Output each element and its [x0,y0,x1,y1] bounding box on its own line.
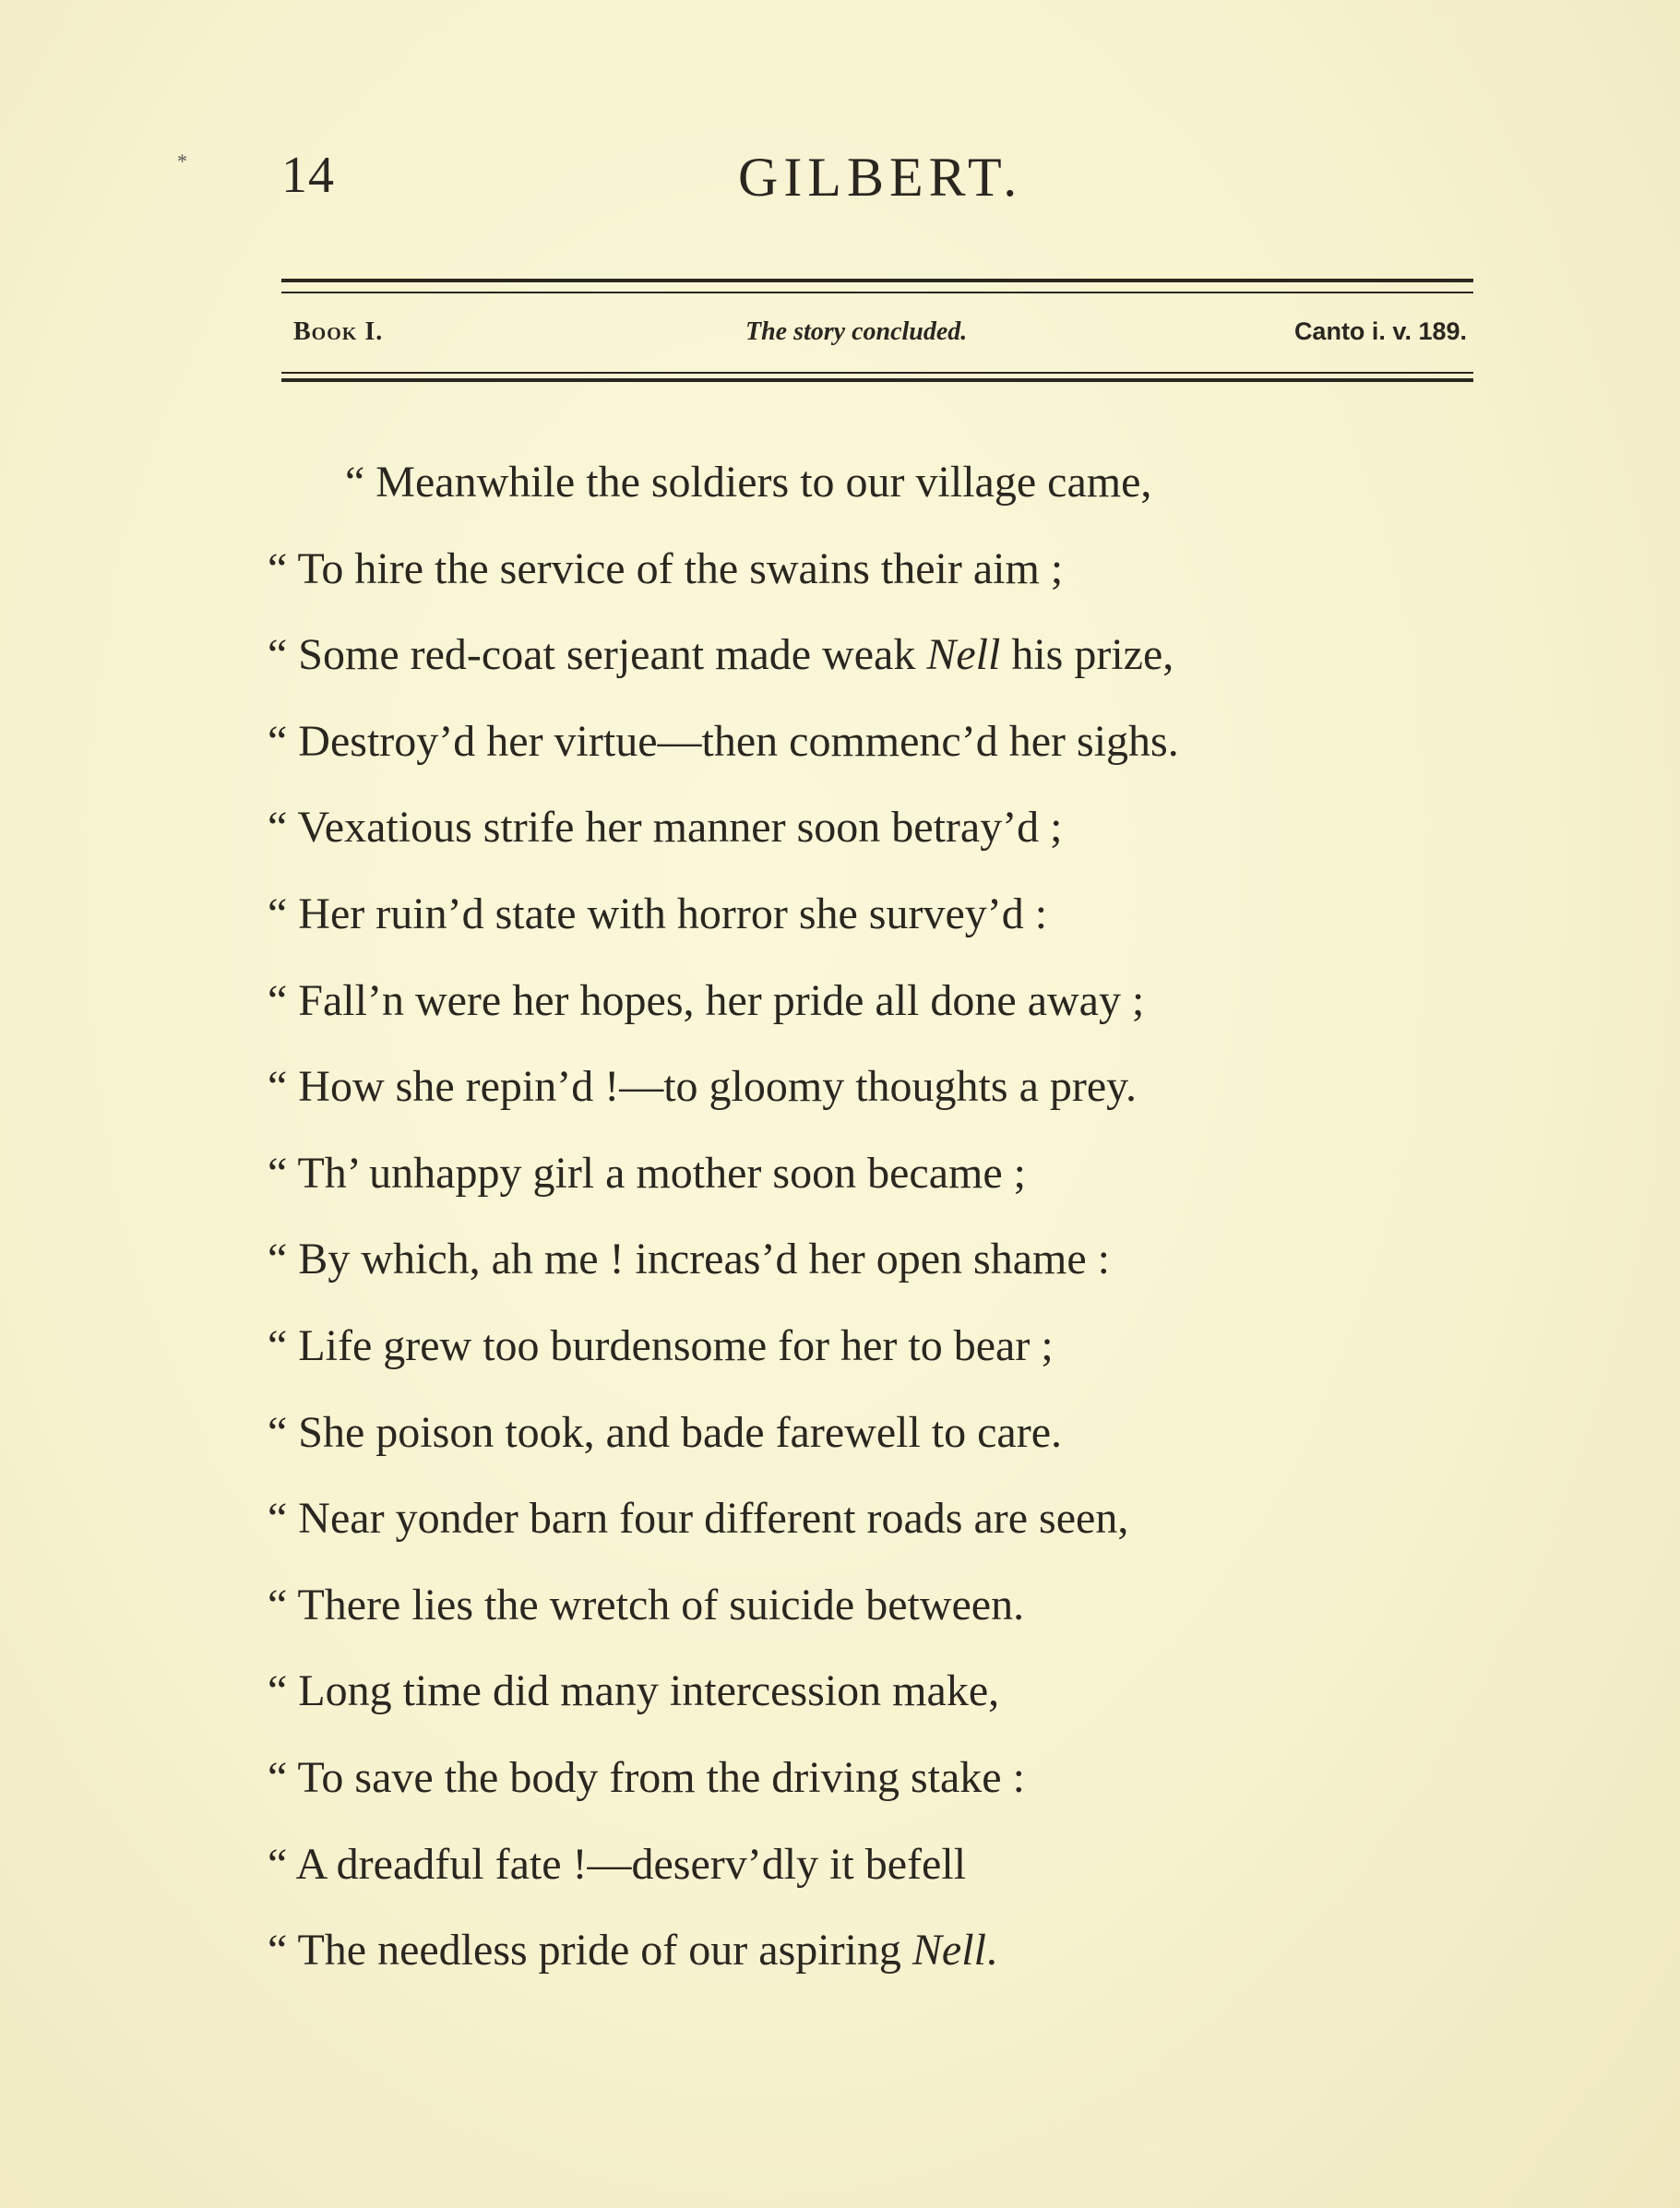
verse-text: “ Long time did many intercession make, [268,1666,1000,1716]
story-label: The story concluded. [745,317,968,346]
verse-text: “ To hire the service of the swains their aim ; [268,543,1064,593]
verse-line [268,795,1467,882]
verse-text: “ Life grew too burdensome for her to bear ; [268,1320,1054,1370]
verse-line [268,1141,1467,1228]
verse-text: “ A dreadful fate !—deserv’dly it befell [268,1839,967,1889]
header-rule-top-thick [281,279,1473,282]
verse-text: “ How she repin’d !—to gloomy thoughts a prey. [268,1062,1138,1112]
verse-text: “ There lies the wretch of suicide between. [268,1580,1025,1629]
verse-line [268,623,1467,710]
italic-name: Nell [911,1926,986,1975]
running-title: GILBERT. [738,147,1023,208]
verse-text: “ By which, ah me ! increas’d her open shame : [268,1235,1111,1284]
page-number: 14 [281,147,335,204]
verse-line [268,1573,1467,1660]
verse-text: “ Near yonder barn four different roads are seen, [268,1494,1129,1544]
verse-line [268,537,1467,624]
verse-line [268,1746,1467,1832]
poem-verses [268,450,1467,2005]
verse-text: “ Th’ unhappy girl a mother soon became ; [268,1148,1026,1198]
verse-text: “ Vexatious strife her manner soon betray’d ; [268,803,1063,853]
verse-text: “ Fall’n were her hopes, her pride all done away ; [268,975,1145,1025]
verse-text: “ Destroy’d her virtue—then commenc’d her sighs. [268,716,1179,766]
verse-line [268,882,1467,969]
header-rule-bottom-thick [281,378,1473,382]
verse-line [268,1918,1467,2005]
margin-mark: * [177,149,187,173]
verse-line [268,1055,1467,1141]
verse-text: “ She poison took, and bade farewell to care. [268,1407,1063,1457]
book-label: Book I. [293,317,384,346]
section-header [293,317,1467,358]
verse-line [268,1401,1467,1487]
verse-text: “ The needless pride of our aspiring Nell. [268,1926,997,1975]
header-rule-bottom-thin [281,372,1473,374]
verse-text: “ Meanwhile the soldiers to our village came, [345,458,1152,507]
verse-line [268,1832,1467,1919]
verse-line [268,450,1467,537]
italic-name: Nell [926,630,1001,680]
verse-line [268,1314,1467,1401]
verse-line [268,1486,1467,1573]
verse-line [268,1227,1467,1314]
canto-label: Canto i. v. 189. [1293,317,1467,345]
verse-line [268,969,1467,1056]
verse-line [268,1659,1467,1746]
verse-line [268,710,1467,796]
header-rule-top-thin [281,292,1473,293]
verse-text: “ Her ruin’d state with horror she survey’d : [268,889,1048,938]
verse-text: “ Some red-coat serjeant made weak Nell his prize, [268,630,1174,680]
verse-text: “ To save the body from the driving stake : [268,1752,1025,1802]
